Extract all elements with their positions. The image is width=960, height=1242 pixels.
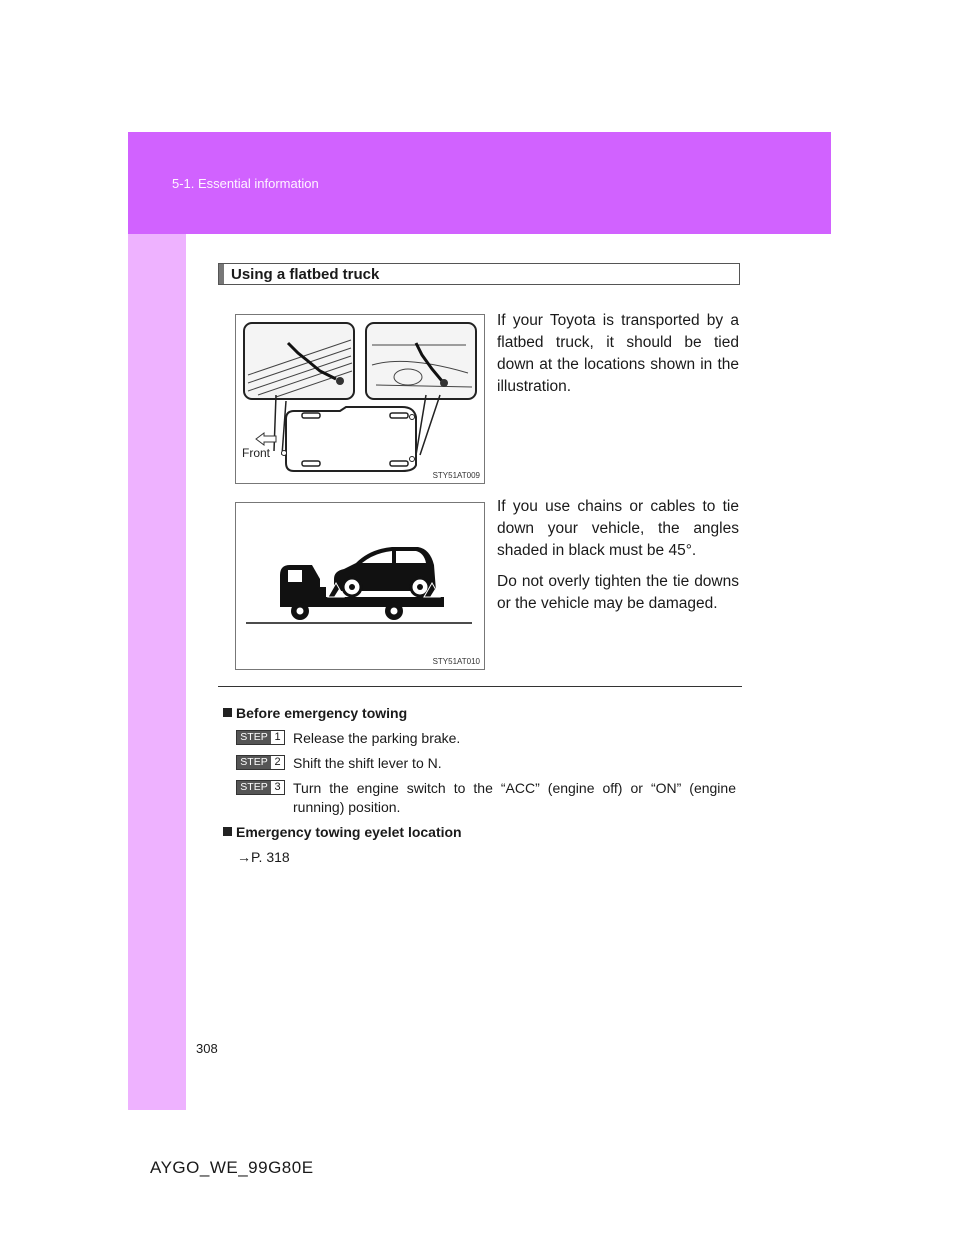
page-reference-link[interactable]: →P. 318 bbox=[237, 849, 290, 865]
side-strip bbox=[128, 234, 186, 1110]
step-badge: STEP 3 bbox=[236, 780, 285, 795]
square-bullet-icon bbox=[223, 827, 232, 836]
divider bbox=[218, 686, 742, 687]
section-label: 5-1. Essential information bbox=[172, 176, 319, 191]
title-accent bbox=[219, 264, 224, 284]
step-text: Release the parking brake. bbox=[293, 730, 461, 746]
paragraph-transport: If your Toyota is transported by a flatbed truck, it should be tied down at the locations shown in the illustration. bbox=[497, 312, 739, 395]
step-text: Turn the engine switch to the “ACC” (engine off) or “ON” (engine running) position. bbox=[293, 780, 736, 815]
subheading-before-towing bbox=[223, 705, 407, 721]
section-title: Using a flatbed truck bbox=[231, 266, 380, 283]
figure-code: STY51AT009 bbox=[432, 471, 480, 480]
front-label: Front bbox=[242, 446, 271, 460]
flatbed-truck-figure bbox=[235, 502, 485, 670]
section-title-bar bbox=[218, 263, 740, 285]
document-code: AYGO_WE_99G80E bbox=[150, 1158, 314, 1177]
square-bullet-icon bbox=[223, 708, 232, 717]
tie-down-locations-figure bbox=[235, 314, 485, 484]
step-badge: STEP 2 bbox=[236, 755, 285, 770]
step-text: Shift the shift lever to N. bbox=[293, 755, 442, 771]
paragraph-angles: If you use chains or cables to tie down your vehicle, the angles shaded in black must be 45°. bbox=[497, 498, 739, 559]
subheading-text: Emergency towing eyelet location bbox=[236, 824, 462, 840]
subheading-text: Before emergency towing bbox=[236, 705, 408, 721]
flatbed-truck-illustration bbox=[236, 503, 484, 669]
subheading-eyelet bbox=[223, 824, 462, 840]
step-badge: STEP 1 bbox=[236, 730, 285, 745]
page-number: 308 bbox=[196, 1041, 218, 1056]
tie-down-illustration bbox=[236, 315, 484, 483]
figure-code: STY51AT010 bbox=[432, 657, 480, 666]
paragraph-tighten: Do not overly tighten the tie downs or the vehicle may be damaged. bbox=[497, 573, 739, 612]
